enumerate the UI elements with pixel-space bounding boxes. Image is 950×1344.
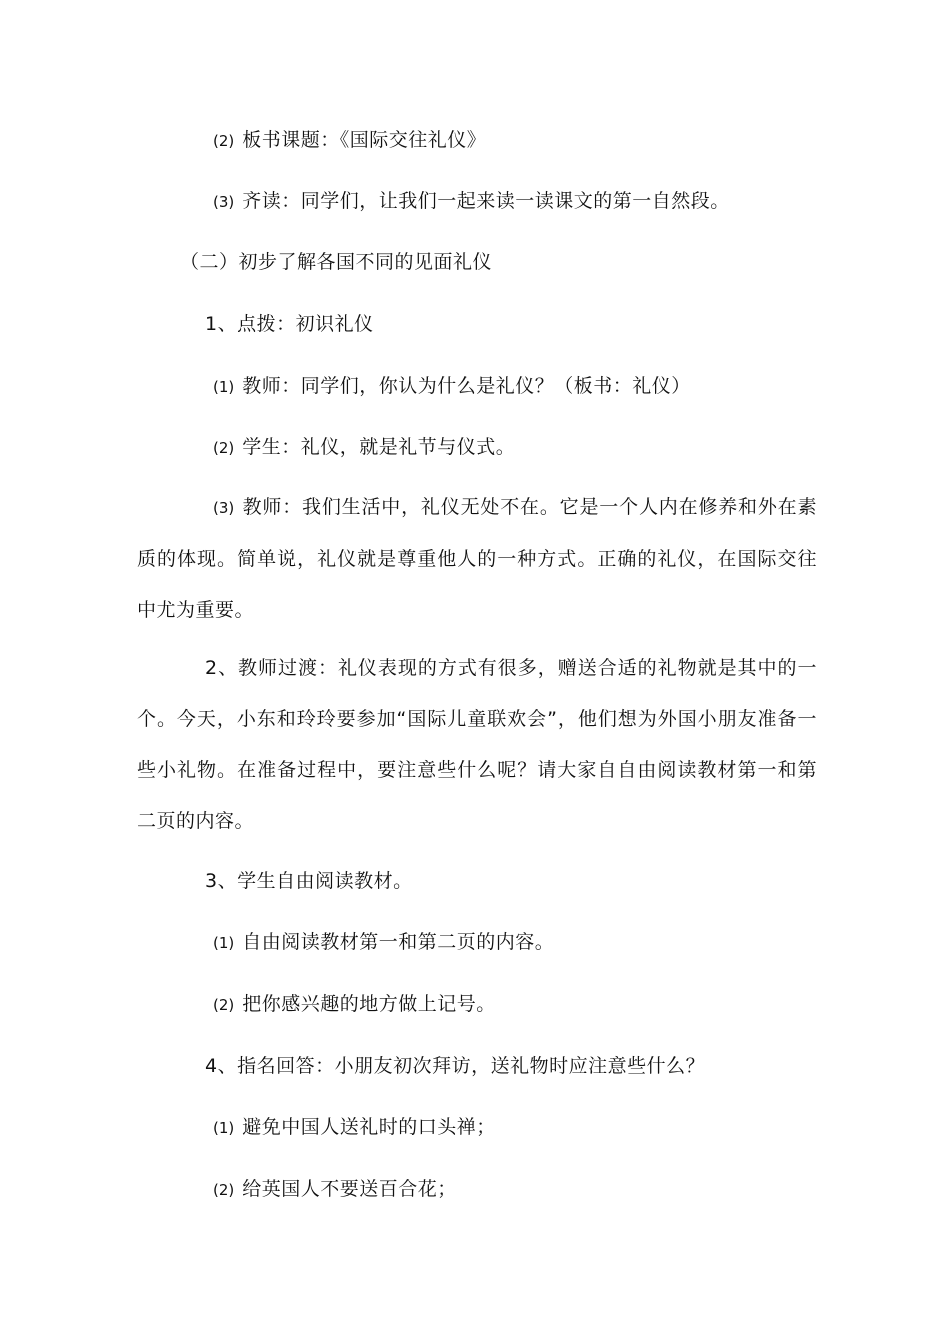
- item-number: (1): [213, 378, 235, 396]
- line-text: 3、学生自由阅读教材。: [205, 870, 413, 892]
- answer-1-line: [213, 1113, 496, 1142]
- item-number: (3): [213, 499, 235, 517]
- step-4-heading: [205, 1052, 705, 1080]
- line-text: 4、指名回答：小朋友初次拜访，送礼物时应注意些什么？: [205, 1055, 706, 1077]
- item-number: (2): [213, 996, 235, 1014]
- item-number: (2): [213, 1181, 235, 1199]
- item-number: (3): [213, 193, 235, 211]
- answer-2-line: [213, 1175, 457, 1204]
- board-title-line: [213, 126, 486, 155]
- mark-task-line: [213, 990, 496, 1019]
- line-text: （二）初步了解各国不同的见面礼仪: [180, 251, 493, 273]
- line-text: 教师：同学们，你认为什么是礼仪？（板书：礼仪）: [242, 375, 691, 397]
- item-number: (2): [213, 132, 235, 150]
- teacher-question-line: [213, 372, 691, 401]
- line-text: 学生：礼仪，就是礼节与仪式。: [242, 436, 516, 458]
- line-text: 给英国人不要送百合花；: [242, 1178, 457, 1200]
- paragraph-text: 教师：我们生活中，礼仪无处不在。它是一个人内在修养和外在素质的体现。简单说，礼仪就是尊重他人的一种方式。正确的礼仪，在国际交往中尤为重要。: [137, 496, 817, 621]
- section-heading: [180, 248, 492, 276]
- line-text: 避免中国人送礼时的口头禅；: [242, 1116, 496, 1138]
- read-aloud-line: [213, 187, 730, 216]
- line-text: 自由阅读教材第一和第二页的内容。: [242, 931, 555, 953]
- line-text: 齐读：同学们，让我们一起来读一读课文的第一自然段。: [242, 190, 730, 212]
- item-number: (2): [213, 439, 235, 457]
- student-answer-line: [213, 433, 515, 462]
- read-task-line: [213, 928, 554, 957]
- step-3-heading: [205, 867, 413, 895]
- line-text: 把你感兴趣的地方做上记号。: [242, 993, 496, 1015]
- line-text: 板书课题：《国际交往礼仪》: [242, 129, 487, 151]
- line-text: 1、点拨：初识礼仪: [205, 313, 374, 335]
- teacher-explanation-paragraph: [137, 482, 817, 636]
- paragraph-text: 2、教师过渡：礼仪表现的方式有很多，赠送合适的礼物就是其中的一个。今天，小东和玲玲要参加“国际儿童联欢会”，他们想为外国小朋友准备一些小礼物。在准备过程中，要注意些什么呢？请大家自自由阅读教材第一和第二页的内容。: [137, 657, 817, 832]
- step-1-heading: [205, 310, 374, 338]
- teacher-transition-paragraph: [137, 643, 817, 847]
- item-number: (1): [213, 934, 235, 952]
- item-number: (1): [213, 1119, 235, 1137]
